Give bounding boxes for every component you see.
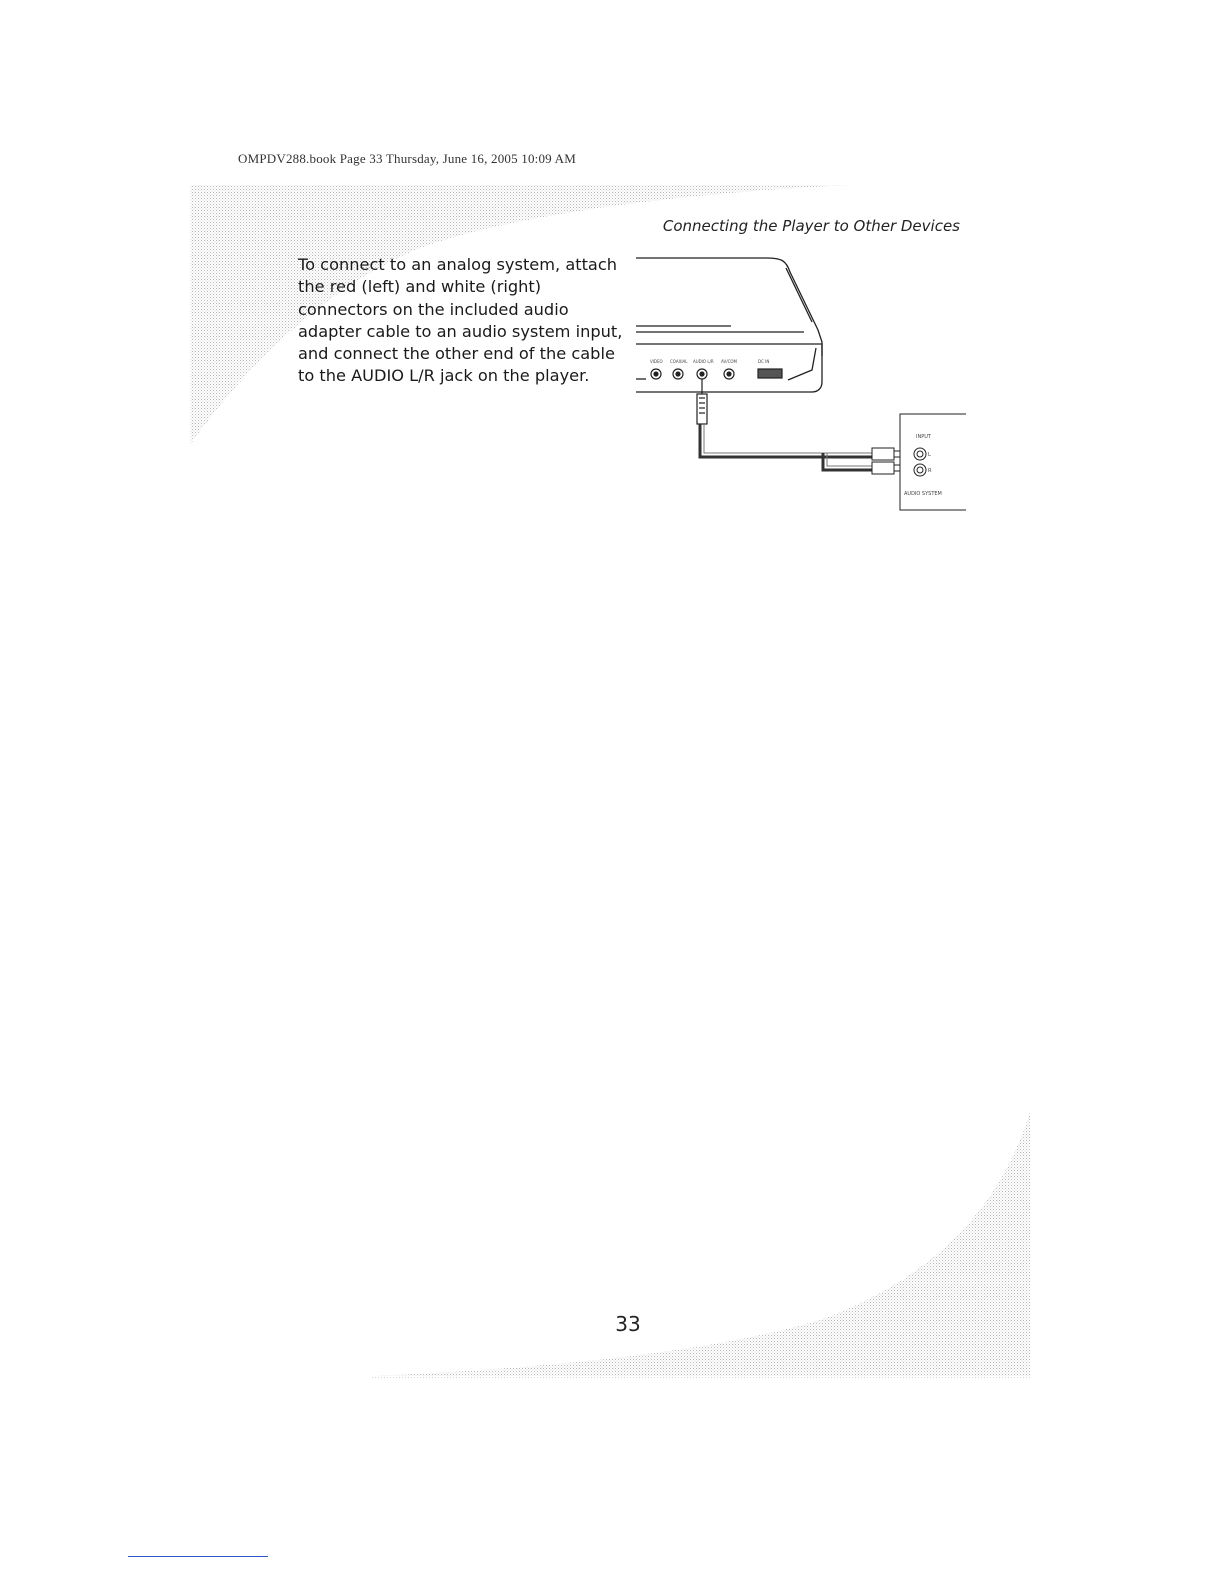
body-paragraph: [298, 254, 633, 388]
body-line: the red (left) and white (right): [298, 277, 542, 297]
channel-left-label: L: [928, 452, 931, 458]
body-line: to the AUDIO L/R jack on the player.: [298, 366, 590, 386]
rca-plug-left: [872, 448, 894, 460]
audio-system-label: AUDIO SYSTEM: [904, 491, 942, 497]
player-jacks: [651, 369, 782, 379]
body-line: and connect the other end of the cable: [298, 344, 615, 364]
jack-label: AV/COM: [721, 359, 737, 364]
jack-label: DC IN: [758, 359, 770, 364]
input-label: INPUT: [916, 434, 931, 440]
jack-label: COAXIAL: [670, 359, 688, 364]
body-line: adapter cable to an audio system input,: [298, 321, 623, 341]
bottom-swoosh: [372, 1112, 1030, 1376]
jack-labels: [650, 359, 769, 364]
body-line: To connect to an analog system, attach: [298, 255, 618, 274]
rca-plug-right: [872, 462, 894, 474]
input-jack-left: [914, 448, 926, 460]
rca-plugs: [872, 448, 900, 474]
footer-rule: [128, 1556, 268, 1557]
channel-right-label: R: [928, 468, 932, 474]
jack-dc-in: [758, 369, 782, 378]
input-jack-right: [914, 464, 926, 476]
print-header: OMPDV288.book Page 33 Thursday, June 16, 2005 10:09 AM: [238, 151, 576, 166]
jack-label: AUDIO L/R: [693, 359, 714, 364]
running-head: Connecting the Player to Other Devices: [662, 217, 960, 235]
jack-label: VIDEO: [650, 359, 663, 364]
connection-diagram: [636, 252, 966, 514]
page-number: 33: [615, 1312, 641, 1336]
body-line: connectors on the included audio: [298, 299, 569, 319]
